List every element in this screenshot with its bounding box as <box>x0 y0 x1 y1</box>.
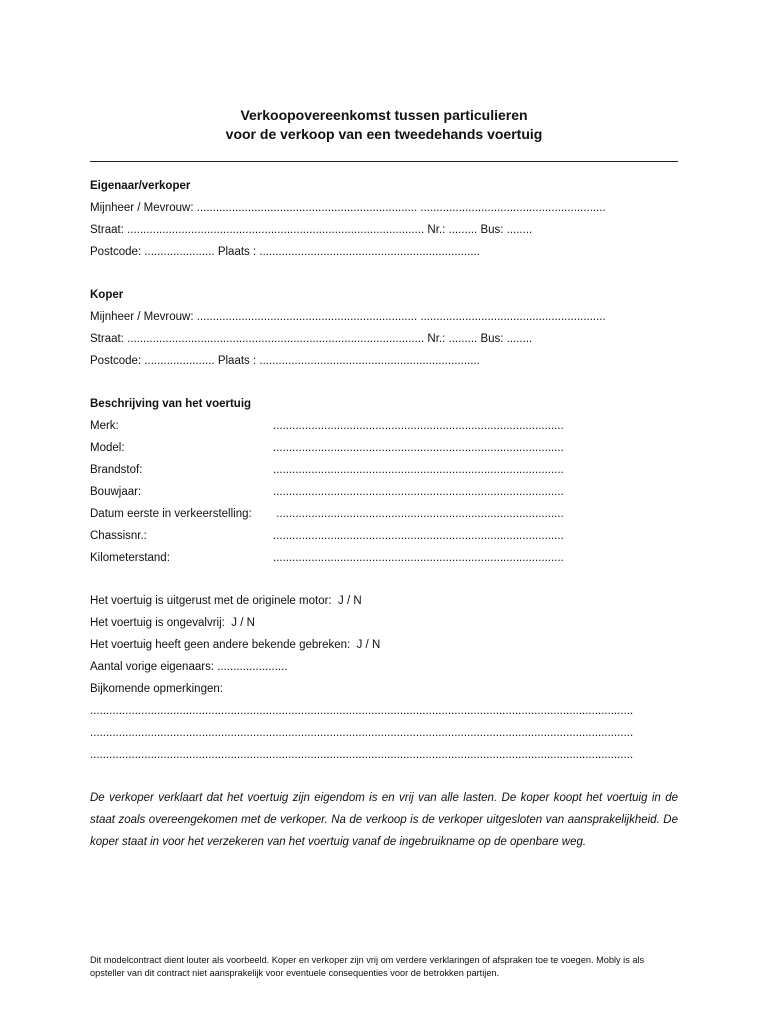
seller-name-field: Mijnheer / Mevrouw: ..................................................................... .......................................................... <box>90 202 606 214</box>
vehicle-field-label: Kilometerstand: <box>90 552 170 564</box>
seller-heading: Eigenaar/verkoper <box>90 180 191 192</box>
vehicle-field-label: Brandstof: <box>90 464 143 476</box>
remark-line: .......................................................................................................................................................................... <box>90 749 634 761</box>
vehicle-field-dots: ........................................................................................... <box>273 552 564 564</box>
remark-line: .......................................................................................................................................................................... <box>90 705 634 717</box>
seller-postcode-field: Postcode: ...................... Plaats : ..................................................................... <box>90 246 480 258</box>
vehicle-field-label: Model: <box>90 442 125 454</box>
buyer-heading: Koper <box>90 289 124 301</box>
original-motor-question: Het voertuig is uitgerust met de originele motor: J / N <box>90 595 362 607</box>
vehicle-field-dots: .......................................................................................... <box>273 508 564 520</box>
vehicle-field-dots: ........................................................................................... <box>273 442 564 454</box>
title-divider <box>90 161 678 162</box>
accident-free-question: Het voertuig is ongevalvrij: J / N <box>90 617 255 629</box>
page-title: Verkoopovereenkomst tussen particulieren <box>240 107 528 123</box>
vehicle-field-label: Chassisnr.: <box>90 530 147 542</box>
vehicle-field-label: Merk: <box>90 420 119 432</box>
vehicle-field-dots: ........................................................................................... <box>273 464 564 476</box>
buyer-postcode-field: Postcode: ...................... Plaats : ..................................................................... <box>90 355 480 367</box>
vehicle-field-dots: ........................................................................................... <box>273 486 564 498</box>
vehicle-heading: Beschrijving van het voertuig <box>90 398 252 410</box>
vehicle-field-dots: ........................................................................................... <box>273 420 564 432</box>
page-subtitle: voor de verkoop van een tweedehands voertuig <box>225 126 543 142</box>
seller-street-field: Straat: ............................................................................................. Nr.: ......... Bus: ........ <box>90 224 533 236</box>
vehicle-field-label: Datum eerste in verkeerstelling: <box>90 508 252 520</box>
buyer-name-field: Mijnheer / Mevrouw: ..................................................................... .......................................................... <box>90 311 606 323</box>
remark-line: .......................................................................................................................................................................... <box>90 727 634 739</box>
no-defects-question: Het voertuig heeft geen andere bekende gebreken: J / N <box>90 639 381 651</box>
vehicle-field-dots: ........................................................................................... <box>273 530 564 542</box>
footer-note: Dit modelcontract dient louter als voorbeeld. Koper en verkoper zijn vrij om verdere verklaringen of afspraken toe te voegen. Mobly is als opsteller van dit contract niet aansprakelijk voor eventuele consequenties voor de betrokken partijen. <box>90 955 645 978</box>
remarks-label: Bijkomende opmerkingen: <box>90 683 223 695</box>
vehicle-field-label: Bouwjaar: <box>90 486 142 498</box>
seller-declaration: De verkoper verklaart dat het voertuig zijn eigendom is en vrij van alle lasten. De koper koopt het voertuig in de staat zoals overeengekomen met de verkoper. Na de verkoop is de verkoper uitgesloten van aansprakelijkheid. De koper staat in voor het verzekeren van het voertuig vanaf de ingebruikname op de openbare weg. <box>90 792 678 848</box>
previous-owners-field: Aantal vorige eigenaars: ...................... <box>90 661 288 673</box>
buyer-street-field: Straat: ............................................................................................. Nr.: ......... Bus: ........ <box>90 333 533 345</box>
